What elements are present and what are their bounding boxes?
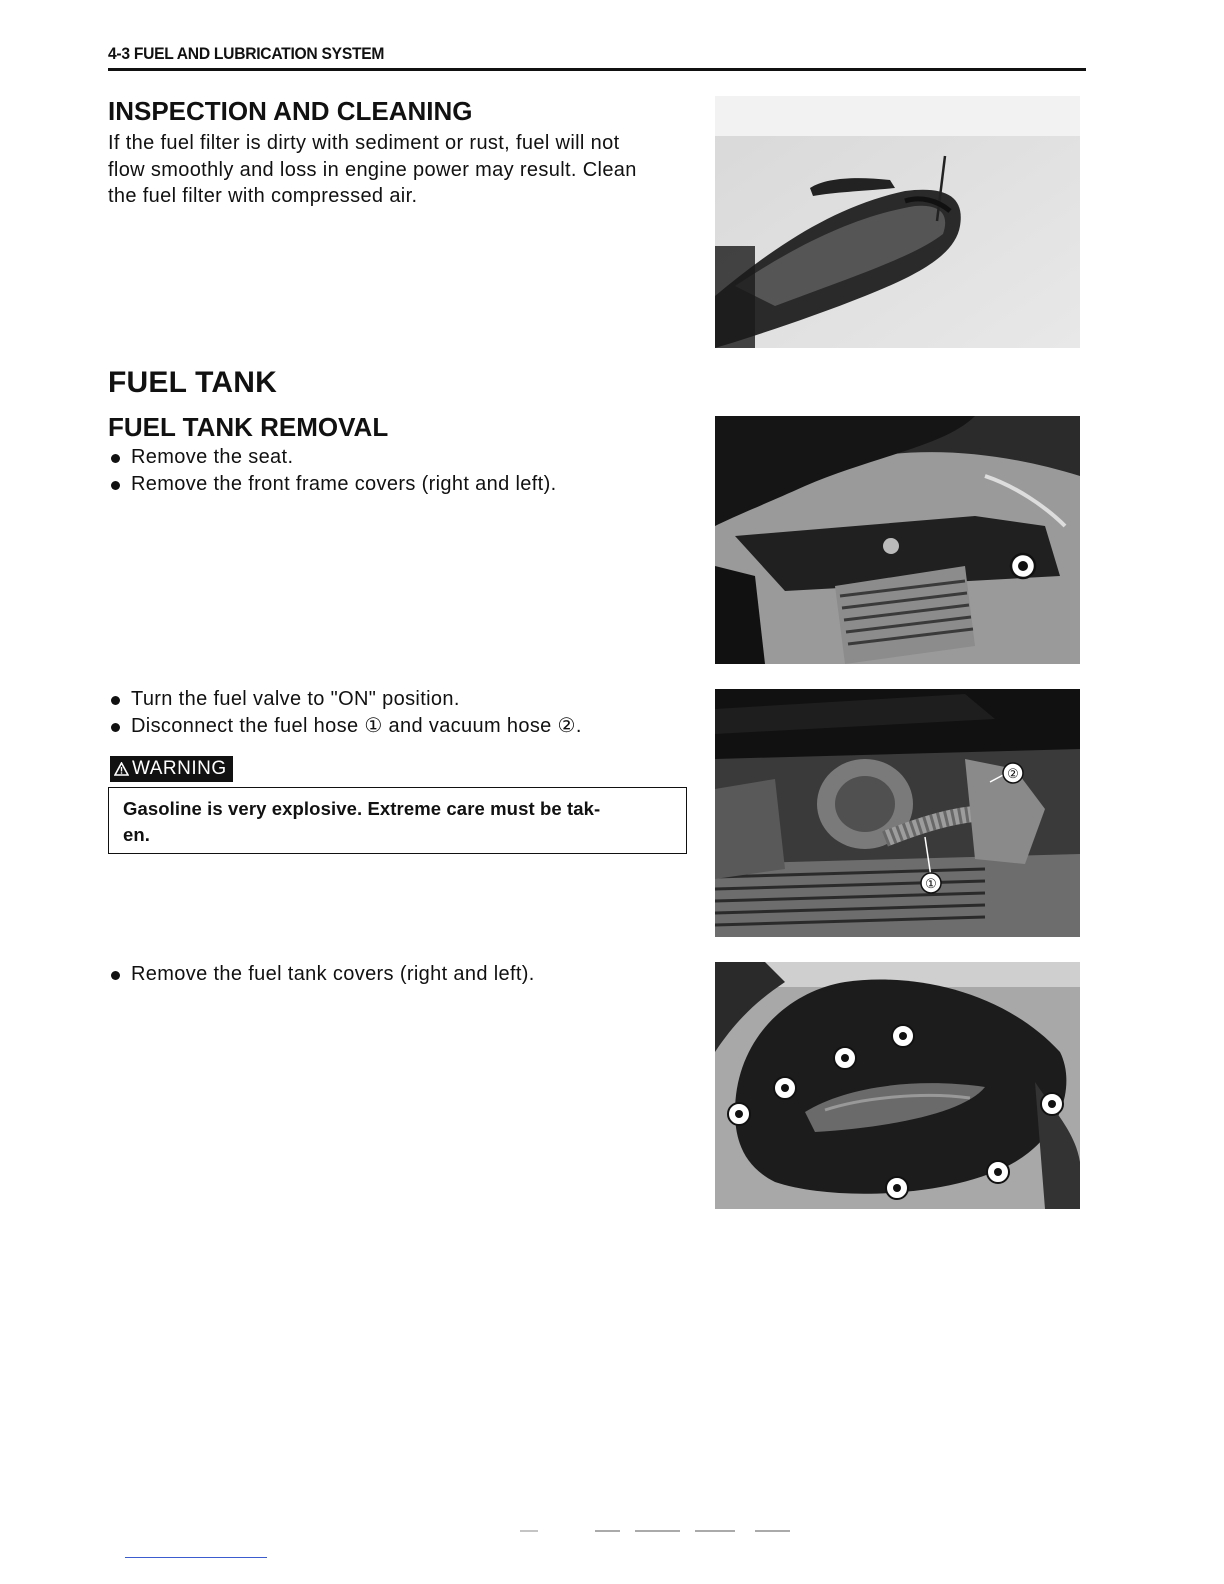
inspection-line: If the fuel filter is dirty with sediment or rust, fuel will not: [108, 132, 620, 154]
running-title: 4-3 FUEL AND LUBRICATION SYSTEM: [108, 44, 385, 63]
footer-dashes: [520, 1530, 800, 1532]
fuel-hose-photo: [715, 689, 1080, 937]
frame-cover-photo: [715, 416, 1080, 664]
inspection-body: [108, 130, 693, 210]
warning-badge: [110, 756, 233, 782]
fuel-filter-photo: [715, 96, 1080, 348]
warning-line: en.: [123, 824, 151, 845]
list-item: Remove the fuel tank covers (right and left).: [108, 961, 693, 988]
fuel-tank-cover-photo: [715, 962, 1080, 1209]
warning-box: [108, 787, 687, 854]
list-item: Remove the seat.: [108, 444, 693, 471]
list-item: Remove the front frame covers (right and left).: [108, 471, 693, 498]
fuel-tank-removal-heading: FUEL TANK REMOVAL: [108, 412, 389, 442]
hose-callout-2: ②: [1007, 766, 1019, 781]
inspection-line: the fuel filter with compressed air.: [108, 185, 418, 207]
running-header: [108, 42, 1086, 71]
list-item: Disconnect the fuel hose ① and vacuum hose ②.: [108, 713, 693, 740]
removal-steps-1: [108, 444, 693, 498]
removal-steps-2: [108, 686, 693, 740]
warning-label: WARNING: [132, 758, 227, 779]
warning-icon: [114, 762, 129, 776]
footer-rule: [125, 1557, 267, 1558]
removal-steps-3: [108, 961, 693, 988]
inspection-heading: INSPECTION AND CLEANING: [108, 96, 473, 126]
inspection-line: flow smoothly and loss in engine power may result. Clean: [108, 158, 637, 181]
hose-callout-1: ①: [925, 876, 937, 891]
fuel-tank-heading: FUEL TANK: [108, 366, 278, 399]
warning-line: Gasoline is very explosive. Extreme care must be tak-: [123, 798, 601, 819]
list-item: Turn the fuel valve to "ON" position.: [108, 686, 693, 713]
